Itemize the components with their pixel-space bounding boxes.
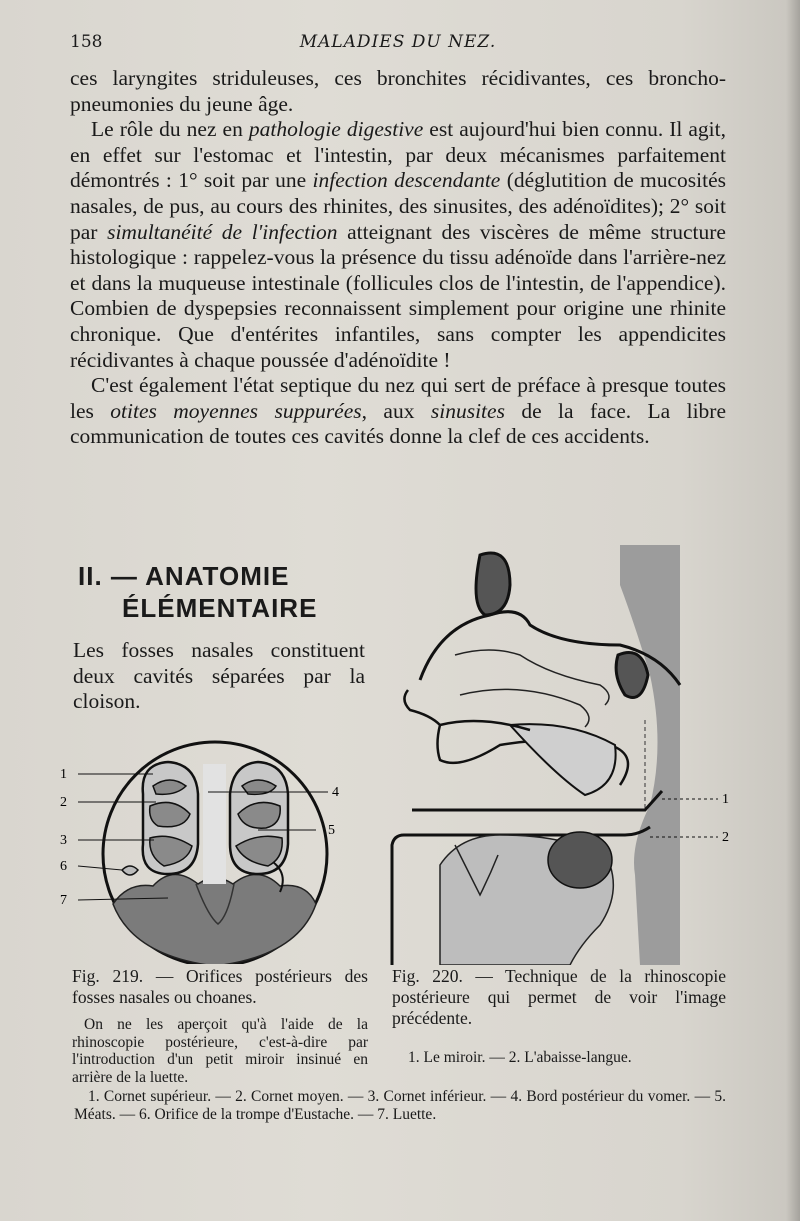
fig219-label-4: 4 xyxy=(332,785,339,800)
section-intro: Les fosses nasales constituent deux cavités séparées par la cloison. xyxy=(73,638,365,714)
posterior-pharyngeal-wall xyxy=(620,545,680,965)
figure-220-caption: Fig. 220. — Technique de la rhinoscopie postérieure qui permet de voir l'image précédente. xyxy=(392,966,726,1028)
figure-219-note: On ne les aperçoit qu'à l'aide de la rhinoscopie postérieure, c'est-à-dire par l'introduction d'un petit miroir insinué en arrière de la luette. xyxy=(72,1016,368,1086)
figure-219-caption: Fig. 219. — Orifices postérieurs des fosses nasales ou choanes. xyxy=(72,966,368,1007)
paragraph-3: C'est également l'état septique du nez qui sert de préface à presque toutes les otites moyennes suppurées, aux sinusites de la face. La libre communication de toutes ces cavités donne la clef de ces accidents. xyxy=(70,373,727,449)
fig219-label-5: 5 xyxy=(328,823,335,838)
section-heading-line1: II. — ANATOMIE xyxy=(78,561,290,591)
figure-219-legend: 1. Cornet supérieur. — 2. Cornet moyen. — 3. Cornet inférieur. — 4. Bord postérieur du vomer. — 5. Méats. — 6. Orifice de la trompe d'Eustache. — 7. Luette. xyxy=(74,1088,726,1123)
main-text xyxy=(70,66,726,450)
fig220-label-2: 2 xyxy=(722,830,729,845)
fig219-label-6: 6 xyxy=(60,859,67,874)
turbinate-line-upper xyxy=(455,650,609,705)
fig219-label-2: 2 xyxy=(60,795,67,810)
fig219-label-7: 7 xyxy=(60,893,67,908)
soft-palate xyxy=(113,874,316,964)
fig219-label-1: 1 xyxy=(60,767,67,782)
section-heading xyxy=(78,560,378,624)
figure-220-caption-block xyxy=(392,966,726,1068)
figure-219-choanae-illustration xyxy=(58,734,378,964)
page-number: 158 xyxy=(70,32,103,52)
eustachian-orifice-left xyxy=(122,866,138,875)
mirror-instrument xyxy=(412,791,662,810)
tongue-base xyxy=(548,832,612,888)
figure-219-caption-block xyxy=(72,966,368,1086)
sphenoid-sinus xyxy=(616,653,648,698)
fig220-label-1: 1 xyxy=(722,792,729,807)
paragraph-2: Le rôle du nez en pathologie digestive est aujourd'hui bien connu. Il agit, en effet sur l'estomac et l'intestin, par deux mécanismes parfaitement démontrés : 1° soit par une infection descendante (déglutition de mucosités nasales, de pus, au cours des rhinites, des sinusites, des adénoïdites); 2° soit par simultanéité de l'infection atteignant des viscères de même structure histologique : rappelez-vous la présence du tissu adénoïde dans l'arrière-nez et dans la muqueuse intestinale (follicules clos de l'intestin, de l'appendice). Combien de dyspepsies reconnaissent simplement pour origine une rhinite chronique. Que d'entérites infantiles, sans compter les appendicites récidivantes à chaque poussée d'adénoïdite ! xyxy=(70,117,726,372)
frontal-sinus xyxy=(476,553,510,615)
paragraph-1: ces laryngites striduleuses, ces bronchites récidivantes, ces broncho-pneumonies du jeune âge. xyxy=(70,66,726,116)
running-title: MALADIES DU NEZ. xyxy=(299,32,497,52)
page-header xyxy=(70,32,726,58)
figure-220-legend: 1. Le miroir. — 2. L'abaisse-langue. xyxy=(408,1049,632,1066)
section-heading-line2: ÉLÉMENTAIRE xyxy=(122,593,318,623)
vomer xyxy=(203,764,226,884)
figure-220-posterior-rhinoscopy-illustration xyxy=(380,545,740,965)
fig219-label-3: 3 xyxy=(60,833,67,848)
soft-palate xyxy=(510,724,616,795)
